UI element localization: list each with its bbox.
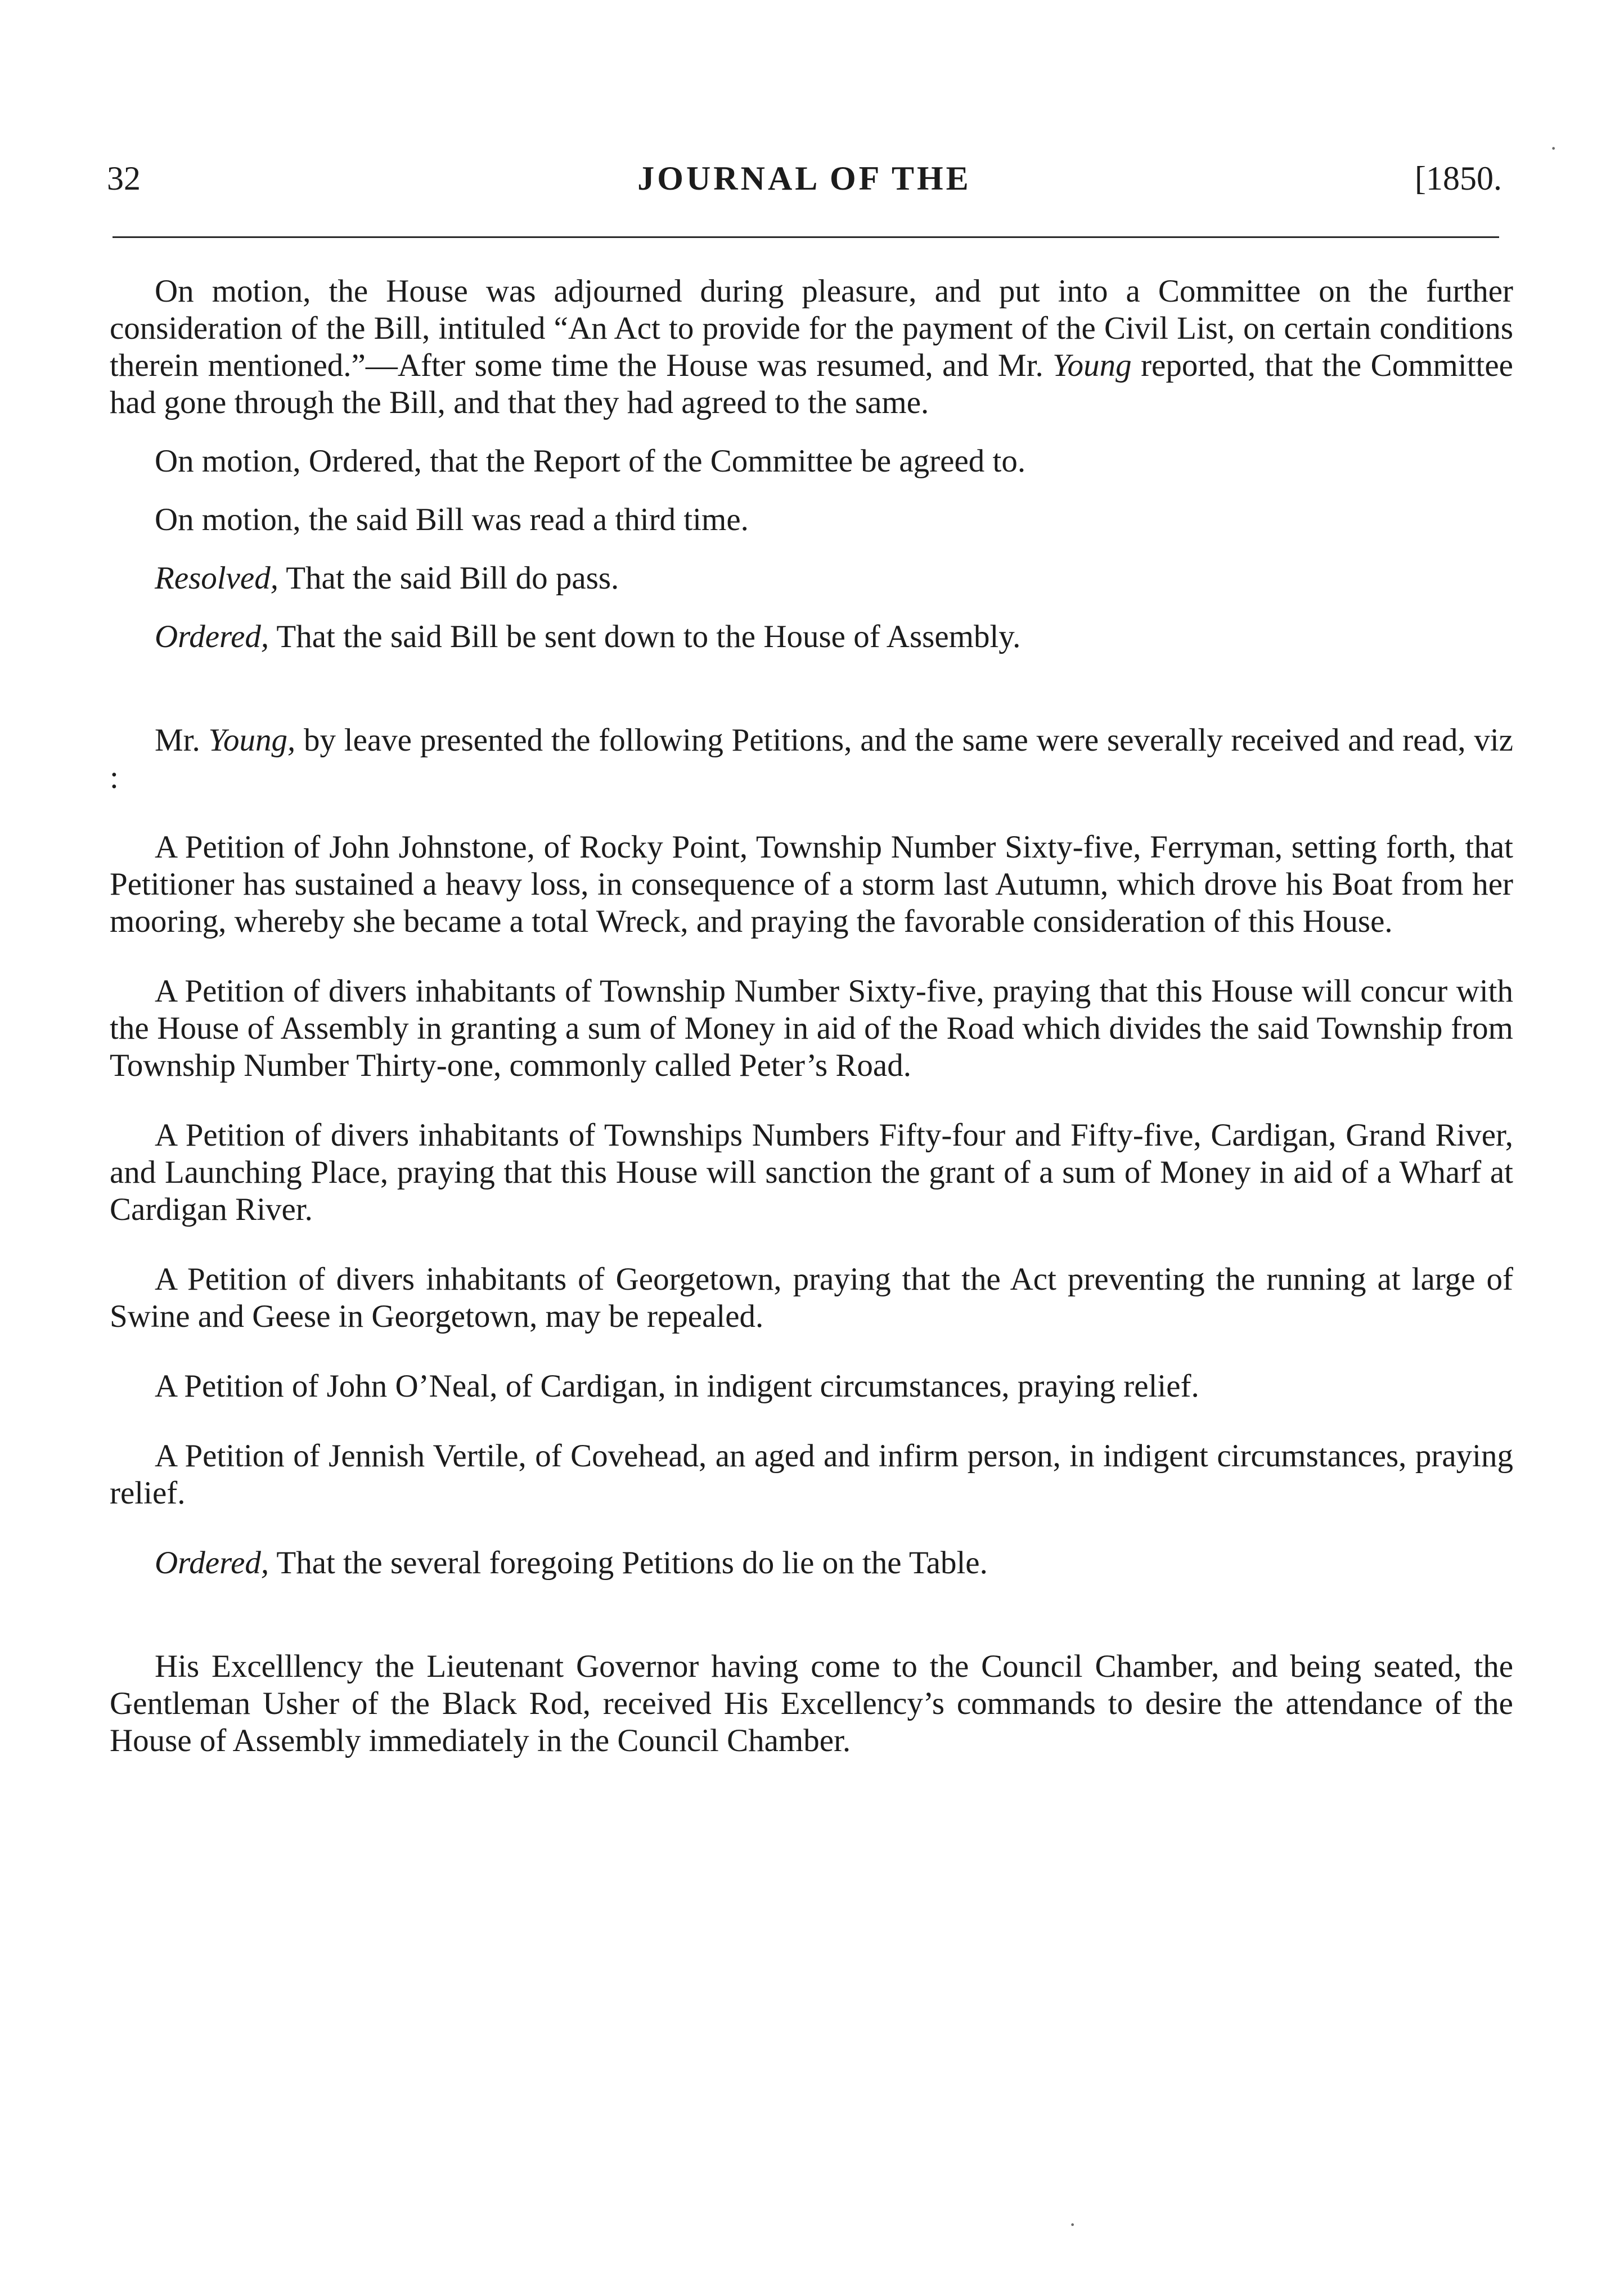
- paragraph-third-reading: On motion, the said Bill was read a third time.: [155, 502, 749, 537]
- petition-vertile: A Petition of Jennish Vertile, of Covehead, an aged and infirm person, in indigent circumstances, praying relief.: [110, 1438, 1513, 1511]
- header-rule: [113, 236, 1499, 238]
- paragraph-lieutenant-governor: His Excelllency the Lieutenant Governor having come to the Council Chamber, and being seated, the Gentleman Usher of the Black Rod, received His Excellency’s commands to desire the attendance of the House of Assembly immediately in the Council Chamber.: [110, 1649, 1513, 1758]
- petition-oneal: A Petition of John O’Neal, of Cardigan, in indigent circumstances, praying relief.: [155, 1368, 1199, 1404]
- page-number: 32: [107, 160, 141, 197]
- running-head: [107, 153, 1502, 204]
- petition-township-sixty-five: A Petition of divers inhabitants of Township Number Sixty-five, praying that this House will concur with the House of Assembly in granting a sum of Money in aid of the Road which divides the said Township from Township Number Thirty-one, commonly called Peter’s Road.: [110, 973, 1513, 1083]
- journal-year: [1850.: [1415, 160, 1502, 197]
- scan-speck: ·: [1069, 2212, 1077, 2237]
- paragraph-petitions-presented: Mr. Young, by leave presented the following Petitions, and the same were severally received and read, viz :: [110, 722, 1513, 795]
- paragraph-lie-on-table: Ordered, That the several foregoing Petitions do lie on the Table.: [155, 1545, 988, 1581]
- scan-speck: ·: [1550, 136, 1558, 161]
- petition-cardigan-wharf: A Petition of divers inhabitants of Townships Numbers Fifty-four and Fifty-five, Cardigan, Grand River, and Launching Place, praying that this House will sanction the grant of a sum of Money in aid of a Wharf at Cardigan River.: [110, 1117, 1513, 1227]
- paragraph-committee-report: On motion, the House was adjourned during pleasure, and put into a Committee on the further consideration of the Bill, intituled “An Act to provide for the payment of the Civil List, on certain conditions therein mentioned.”—After some time the House was resumed, and Mr. Young reported, that the Committee had gone through the Bill, and that they had agreed to the same.: [110, 273, 1513, 420]
- petition-johnstone: A Petition of John Johnstone, of Rocky Point, Township Number Sixty-five, Ferryman, setting forth, that Petitioner has sustained a heavy loss, in consequence of a storm last Autumn, which drove his Boat from her mooring, whereby she became a total Wreck, and praying the favorable consideration of this House.: [110, 829, 1513, 939]
- paragraph-sent-down: Ordered, That the said Bill be sent down to the House of Assembly.: [155, 619, 1021, 654]
- journal-body: [110, 273, 1513, 1760]
- paragraph-report-agreed: On motion, Ordered, that the Report of the Committee be agreed to.: [155, 443, 1026, 479]
- paragraph-resolved: Resolved, That the said Bill do pass.: [155, 560, 619, 596]
- petition-georgetown: A Petition of divers inhabitants of Georgetown, praying that the Act preventing the running at large of Swine and Geese in Georgetown, may be repealed.: [110, 1262, 1513, 1334]
- journal-title: JOURNAL OF THE: [637, 160, 971, 197]
